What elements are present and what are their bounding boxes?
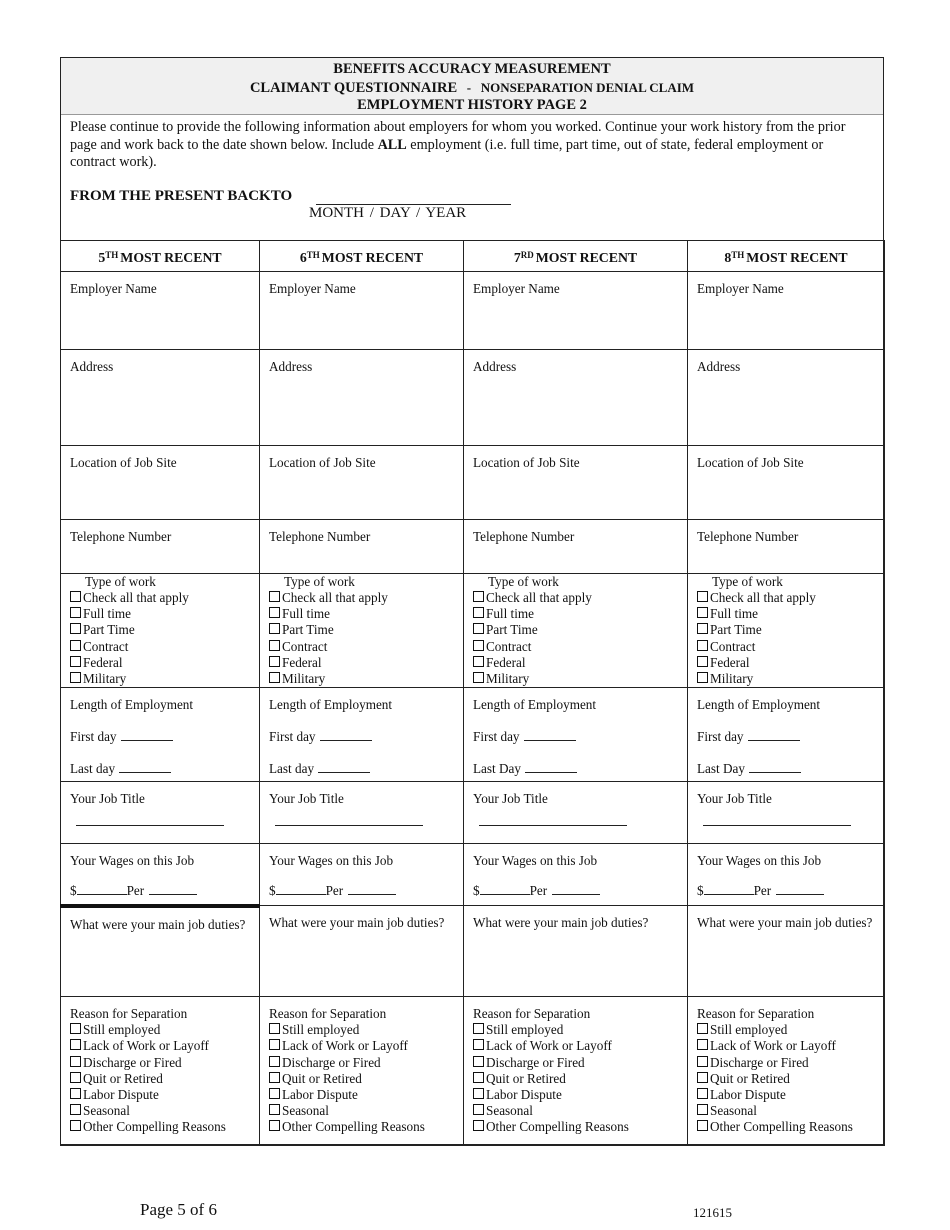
reason-for-separation-field[interactable] [260,997,464,1146]
type-of-work-field[interactable] [688,574,885,688]
reason-option[interactable]: Still employed [697,1022,875,1038]
checkbox-icon[interactable] [697,656,708,667]
address-field[interactable] [688,350,885,446]
job-site-field[interactable] [688,446,885,520]
form-header [61,58,883,115]
reason-option[interactable]: Lack of Work or Layoff [70,1038,250,1054]
checkbox-icon[interactable] [473,607,484,618]
date-format-hint: MONTH / DAY / YEAR [309,205,467,221]
length-label: Length of Employment [473,697,597,713]
type-option[interactable]: Contract [697,639,875,655]
wage-amount-line[interactable] [480,882,530,895]
form-code: 121615 [693,1205,732,1220]
type-option[interactable]: Full time [269,606,454,622]
wages-label: Your Wages on this Job [697,853,822,869]
reason-option[interactable]: Still employed [473,1022,678,1038]
last-day-line[interactable] [749,760,801,773]
checkbox-icon[interactable] [269,591,280,602]
field-label: Location of Job Site [70,455,177,470]
reason-option[interactable]: Discharge or Fired [697,1055,875,1071]
wages-line[interactable]: $ Per [70,882,250,899]
checkbox-icon[interactable] [70,591,81,602]
job-title-label: Your Job Title [70,791,145,807]
page-number: Page 5 of 6 [140,1200,217,1219]
header-title: BENEFITS ACCURACY MEASUREMENT [333,61,611,77]
column-header: 8TH MOST RECENT [688,241,885,272]
length-of-employment-field[interactable] [688,688,885,782]
instructions: Please continue to provide the following information about employers for whom you worked. Continue your work history from the prior page and work back to the date shown below. Include ALL employment (i.e. full time, part time, out of state, federal employment or contract work). [70,119,846,170]
reason-option[interactable]: Discharge or Fired [70,1055,250,1071]
questionnaire-form [60,57,884,1145]
checkbox-icon[interactable] [473,1039,484,1050]
checkbox-icon[interactable] [269,656,280,667]
duties-label: What were your main job duties? [473,915,649,931]
last-day-field[interactable]: Last day [70,760,250,777]
column-header: 6TH MOST RECENT [260,241,464,272]
duties-label: What were your main job duties? [697,915,873,931]
last-day-line[interactable] [525,760,577,773]
job-title-line[interactable] [703,813,851,826]
header-page-name: EMPLOYMENT HISTORY PAGE 2 [357,97,587,113]
type-of-work-label: Type of work [284,574,355,589]
checkbox-icon[interactable] [70,1072,81,1083]
first-day-line[interactable] [748,728,800,741]
header-subtitle: CLAIMANT QUESTIONNAIRE - NONSEPARATION DENIAL CLAIM [249,79,695,96]
reason-option[interactable]: Labor Dispute [70,1087,250,1103]
type-option[interactable]: Federal [269,655,454,671]
reason-option[interactable]: Lack of Work or Layoff [269,1038,454,1054]
first-day-field[interactable]: First day [269,728,454,745]
last-day-field[interactable]: Last Day [473,760,678,777]
field-label: Address [697,359,741,374]
checkbox-icon[interactable] [473,656,484,667]
checkbox-icon[interactable] [70,656,81,667]
job-site-field[interactable] [464,446,688,520]
field-label: Location of Job Site [697,455,804,470]
employer-name-field[interactable] [688,272,885,350]
telephone-field[interactable] [688,520,885,574]
reason-label: Reason for Separation [269,1006,387,1022]
wages-field[interactable] [61,844,260,906]
checkbox-icon[interactable] [473,1056,484,1067]
reason-label: Reason for Separation [70,1006,188,1022]
type-option[interactable]: Full time [70,606,250,622]
job-title-field[interactable] [260,782,464,844]
checkbox-icon[interactable] [473,640,484,651]
wages-line[interactable]: $ Per [697,882,875,899]
first-day-field[interactable]: First day [697,728,875,745]
type-option[interactable]: Military [70,671,250,687]
wage-period-line[interactable] [348,882,396,895]
reason-option[interactable]: Quit or Retired [269,1071,454,1087]
wages-field[interactable] [688,844,885,906]
wages-label: Your Wages on this Job [70,853,195,869]
checkbox-icon[interactable] [70,1104,81,1115]
checkbox-icon[interactable] [697,1104,708,1115]
field-label: Telephone Number [473,529,575,544]
checkbox-icon[interactable] [269,1104,280,1115]
first-day-line[interactable] [524,728,576,741]
field-label: Address [70,359,114,374]
checkbox-icon[interactable] [473,672,484,683]
reason-option[interactable]: Seasonal [473,1103,678,1119]
type-option[interactable]: Part Time [269,622,454,638]
reason-for-separation-field[interactable] [688,997,885,1146]
reason-option[interactable]: Lack of Work or Layoff [473,1038,678,1054]
checkbox-icon[interactable] [473,1120,484,1131]
reason-option[interactable]: Seasonal [269,1103,454,1119]
duties-label: What were your main job duties? [269,915,445,931]
reason-option[interactable]: Labor Dispute [697,1087,875,1103]
job-title-line[interactable] [275,813,423,826]
checkbox-icon[interactable] [697,623,708,634]
length-of-employment-field[interactable] [464,688,688,782]
job-title-line[interactable] [76,813,224,826]
checkbox-icon[interactable] [70,640,81,651]
field-label: Employer Name [70,281,157,296]
checkbox-icon[interactable] [697,607,708,618]
field-label: Telephone Number [697,529,799,544]
checkbox-icon[interactable] [269,607,280,618]
reason-option[interactable]: Still employed [269,1022,454,1038]
reason-option[interactable]: Labor Dispute [473,1087,678,1103]
employer-name-field[interactable] [61,272,260,350]
telephone-field[interactable] [260,520,464,574]
reason-option[interactable]: Seasonal [697,1103,875,1119]
reason-option[interactable]: Other Compelling Reasons [269,1119,454,1135]
job-title-label: Your Job Title [269,791,344,807]
wages-line[interactable]: $ Per [473,882,678,899]
reason-option[interactable]: Other Compelling Reasons [473,1119,678,1135]
checkbox-icon[interactable] [473,1072,484,1083]
field-label: Address [473,359,517,374]
last-day-line[interactable] [318,760,370,773]
reason-label: Reason for Separation [473,1006,591,1022]
reason-option[interactable]: Other Compelling Reasons [70,1119,250,1135]
checkbox-icon[interactable] [697,1072,708,1083]
reason-option[interactable]: Quit or Retired [473,1071,678,1087]
wage-amount-line[interactable] [276,882,326,895]
checkbox-icon[interactable] [70,623,81,634]
checkbox-icon[interactable] [70,1023,81,1034]
wages-label: Your Wages on this Job [269,853,394,869]
wages-field[interactable] [464,844,688,906]
job-duties-field[interactable] [464,906,688,997]
checkbox-icon[interactable] [269,1056,280,1067]
reason-option[interactable]: Lack of Work or Layoff [697,1038,875,1054]
last-day-line[interactable] [119,760,171,773]
field-label: Telephone Number [70,529,172,544]
wage-amount-line[interactable] [704,882,754,895]
type-of-work-label: Type of work [488,574,559,589]
last-day-field[interactable]: Last day [269,760,454,777]
wage-period-line[interactable] [776,882,824,895]
from-present-label: FROM THE PRESENT BACKTO [70,188,293,204]
reason-for-separation-field[interactable] [61,997,260,1146]
field-label: Address [269,359,313,374]
job-duties-field[interactable] [688,906,885,997]
job-title-field[interactable] [61,782,260,844]
type-option[interactable]: Federal [70,655,250,671]
type-option[interactable]: Federal [473,655,678,671]
duties-label: What were your main job duties? [70,916,246,932]
job-site-field[interactable] [260,446,464,520]
reason-option[interactable]: Discharge or Fired [269,1055,454,1071]
employment-grid [60,240,885,1146]
checkbox-icon[interactable] [697,1088,708,1099]
type-option[interactable]: Federal [697,655,875,671]
checkbox-icon[interactable] [697,591,708,602]
first-day-line[interactable] [121,728,173,741]
checkbox-icon[interactable] [70,1088,81,1099]
checkbox-icon[interactable] [697,1023,708,1034]
type-of-work-field[interactable] [260,574,464,688]
checkbox-icon[interactable] [697,672,708,683]
type-option[interactable]: Military [269,671,454,687]
type-option[interactable]: Check all that apply [473,590,678,606]
telephone-field[interactable] [464,520,688,574]
type-of-work-field[interactable] [464,574,688,688]
job-title-label: Your Job Title [697,791,772,807]
length-label: Length of Employment [70,697,194,713]
field-label: Location of Job Site [269,455,376,470]
type-option[interactable]: Part Time [70,622,250,638]
type-of-work-field[interactable] [61,574,260,688]
type-option[interactable]: Full time [697,606,875,622]
job-duties-field[interactable] [260,906,464,997]
length-of-employment-field[interactable] [260,688,464,782]
checkbox-icon[interactable] [70,1039,81,1050]
job-title-field[interactable] [688,782,885,844]
checkbox-icon[interactable] [473,1088,484,1099]
checkbox-icon[interactable] [269,672,280,683]
wages-line[interactable]: $ Per [269,882,454,899]
field-label: Telephone Number [269,529,371,544]
reason-option[interactable]: Still employed [70,1022,250,1038]
length-of-employment-field[interactable] [61,688,260,782]
job-title-line[interactable] [479,813,627,826]
address-field[interactable] [464,350,688,446]
first-day-line[interactable] [320,728,372,741]
type-option[interactable]: Part Time [473,622,678,638]
type-option[interactable]: Check all that apply [70,590,250,606]
column-header: 7RD MOST RECENT [464,241,688,272]
type-option[interactable]: Check all that apply [697,590,875,606]
field-label: Employer Name [697,281,784,296]
reason-for-separation-field[interactable] [464,997,688,1146]
reason-option[interactable]: Other Compelling Reasons [697,1119,875,1135]
address-field[interactable] [61,350,260,446]
checkbox-icon[interactable] [697,640,708,651]
reason-option[interactable]: Quit or Retired [697,1071,875,1087]
type-option[interactable]: Contract [473,639,678,655]
checkbox-icon[interactable] [269,1120,280,1131]
address-field[interactable] [260,350,464,446]
job-site-field[interactable] [61,446,260,520]
field-label: Location of Job Site [473,455,580,470]
type-option[interactable]: Military [473,671,678,687]
first-day-field[interactable]: First day [70,728,250,745]
checkbox-icon[interactable] [70,672,81,683]
checkbox-icon[interactable] [269,1023,280,1034]
reason-option[interactable]: Discharge or Fired [473,1055,678,1071]
checkbox-icon[interactable] [697,1120,708,1131]
wage-period-line[interactable] [149,882,197,895]
checkbox-icon[interactable] [697,1056,708,1067]
type-option[interactable]: Full time [473,606,678,622]
checkbox-icon[interactable] [269,640,280,651]
field-label: Employer Name [473,281,560,296]
job-duties-field[interactable] [61,906,260,997]
type-option[interactable]: Check all that apply [269,590,454,606]
wage-amount-line[interactable] [77,882,127,895]
checkbox-icon[interactable] [269,1088,280,1099]
telephone-field[interactable] [61,520,260,574]
type-option[interactable]: Military [697,671,875,687]
employer-name-field[interactable] [464,272,688,350]
wages-label: Your Wages on this Job [473,853,598,869]
type-of-work-label: Type of work [85,574,156,589]
checkbox-icon[interactable] [70,1120,81,1131]
checkbox-icon[interactable] [269,1072,280,1083]
type-of-work-label: Type of work [712,574,783,589]
type-option[interactable]: Contract [70,639,250,655]
field-label: Employer Name [269,281,356,296]
reason-option[interactable]: Labor Dispute [269,1087,454,1103]
checkbox-icon[interactable] [473,591,484,602]
checkbox-icon[interactable] [473,623,484,634]
checkbox-icon[interactable] [269,1039,280,1050]
wage-period-line[interactable] [552,882,600,895]
reason-option[interactable]: Quit or Retired [70,1071,250,1087]
column-header: 5TH MOST RECENT [61,241,260,272]
reason-option[interactable]: Seasonal [70,1103,250,1119]
checkbox-icon[interactable] [473,1023,484,1034]
checkbox-icon[interactable] [697,1039,708,1050]
wages-field[interactable] [260,844,464,906]
checkbox-icon[interactable] [269,623,280,634]
checkbox-icon[interactable] [70,607,81,618]
checkbox-icon[interactable] [70,1056,81,1067]
job-title-label: Your Job Title [473,791,548,807]
type-option[interactable]: Contract [269,639,454,655]
employer-name-field[interactable] [260,272,464,350]
length-label: Length of Employment [697,697,821,713]
checkbox-icon[interactable] [473,1104,484,1115]
last-day-field[interactable]: Last Day [697,760,875,777]
first-day-field[interactable]: First day [473,728,678,745]
job-title-field[interactable] [464,782,688,844]
reason-label: Reason for Separation [697,1006,815,1022]
length-label: Length of Employment [269,697,393,713]
type-option[interactable]: Part Time [697,622,875,638]
